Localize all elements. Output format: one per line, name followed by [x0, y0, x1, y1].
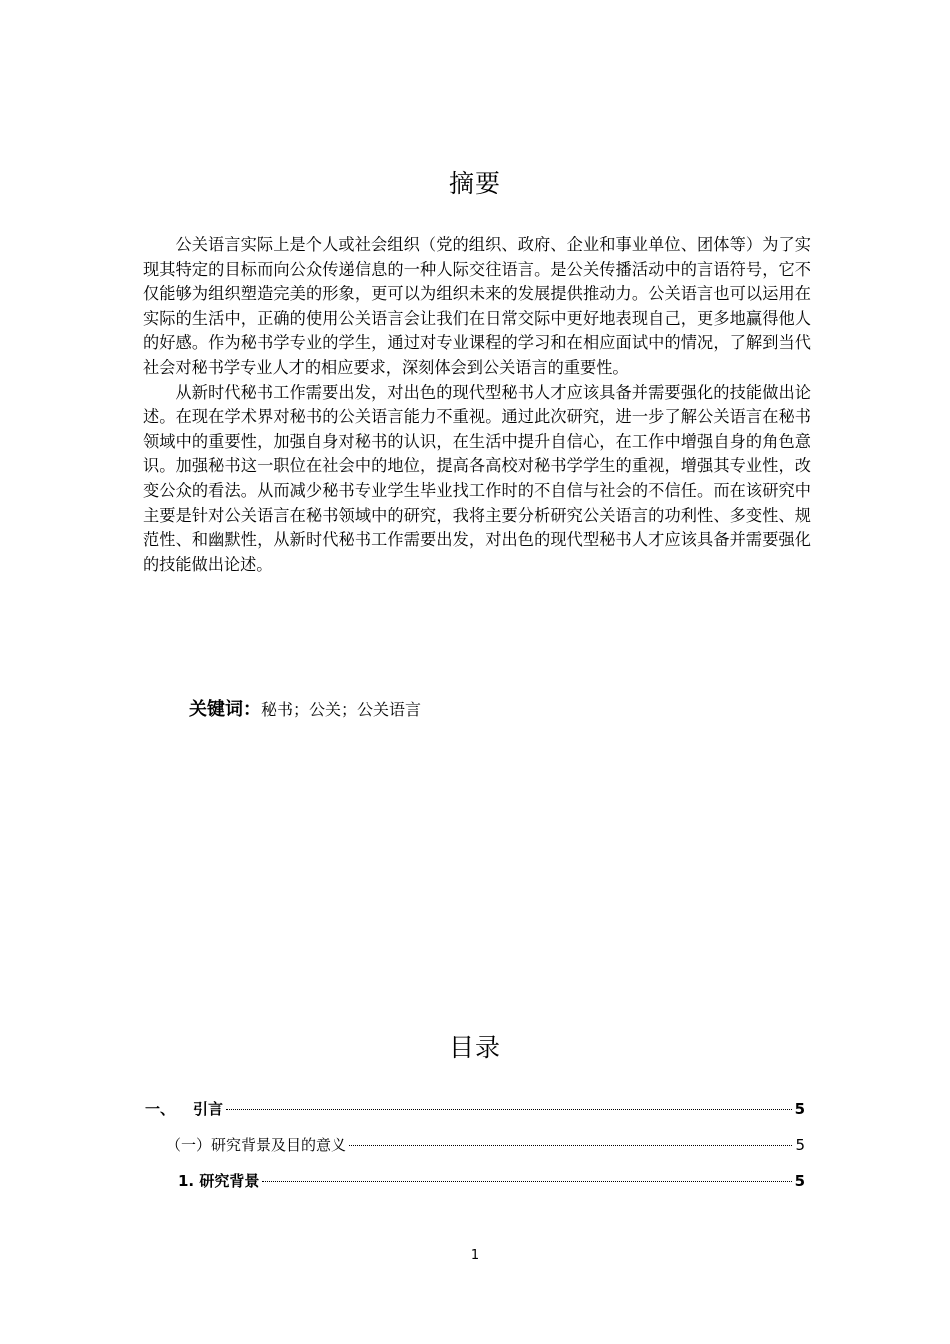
- toc-entry[interactable]: [166, 1134, 805, 1155]
- toc-leader-dots: [349, 1145, 792, 1146]
- abstract-paragraph: 从新时代秘书工作需要出发，对出色的现代型秘书人才应该具备并需要强化的技能做出论述。在现在学术界对秘书的公关语言能力不重视。通过此次研究，进一步了解公关语言在秘书领域中的重要性，加强自身对秘书的认识，在生活中提升自信心，在工作中增强自身的角色意识。加强秘书这一职位在社会中的地位，提高各高校对秘书学学生的重视，增强其专业性，改变公众的看法。从而减少秘书专业学生毕业找工作时的不自信与社会的不信任。而在该研究中主要是针对公关语言在秘书领域中的研究，我将主要分析研究公关语言的功利性、多变性、规范性、和幽默性，从新时代秘书工作需要出发，对出色的现代型秘书人才应该具备并需要强化的技能做出论述。: [143, 382, 811, 574]
- toc-entry[interactable]: [145, 1098, 805, 1119]
- abstract-title: 摘要: [448, 169, 501, 198]
- toc-leader-dots: [226, 1109, 792, 1110]
- toc-entry-title: 1. 研究背景: [178, 1172, 260, 1190]
- keywords-line: [189, 695, 421, 721]
- toc-entry[interactable]: [178, 1170, 805, 1191]
- keywords-value: 秘书；公关；公关语言: [261, 700, 422, 719]
- toc-title: 目录: [448, 1033, 501, 1062]
- toc-leader-dots: [262, 1181, 791, 1182]
- toc-entry-number: 一、: [145, 1100, 176, 1118]
- keywords-label: 关键词：: [189, 699, 261, 720]
- toc-entry-page: 5: [795, 1136, 805, 1154]
- toc-entry-page: 5: [794, 1100, 805, 1118]
- toc-entry-title: 引言: [193, 1100, 224, 1118]
- abstract-paragraph: 公关语言实际上是个人或社会组织（党的组织、政府、企业和事业单位、团体等）为了实现其特定的目标而向公众传递信息的一种人际交往语言。是公关传播活动中的言语符号，它不仅能够为组织塑造完美的形象，更可以为组织未来的发展提供推动力。公关语言也可以运用在实际的生活中，正确的使用公关语言会让我们在日常交际中更好地表现自己，更多地赢得他人的好感。作为秘书学专业的学生，通过对专业课程的学习和在相应面试中的情况，了解到当代社会对秘书学专业人才的相应要求，深刻体会到公关语言的重要性。: [143, 235, 811, 377]
- abstract-body: [143, 233, 811, 577]
- toc-entry-page: 5: [794, 1172, 805, 1190]
- toc-entry-title: （一）研究背景及目的意义: [166, 1136, 347, 1154]
- page-number: 1: [470, 1248, 480, 1263]
